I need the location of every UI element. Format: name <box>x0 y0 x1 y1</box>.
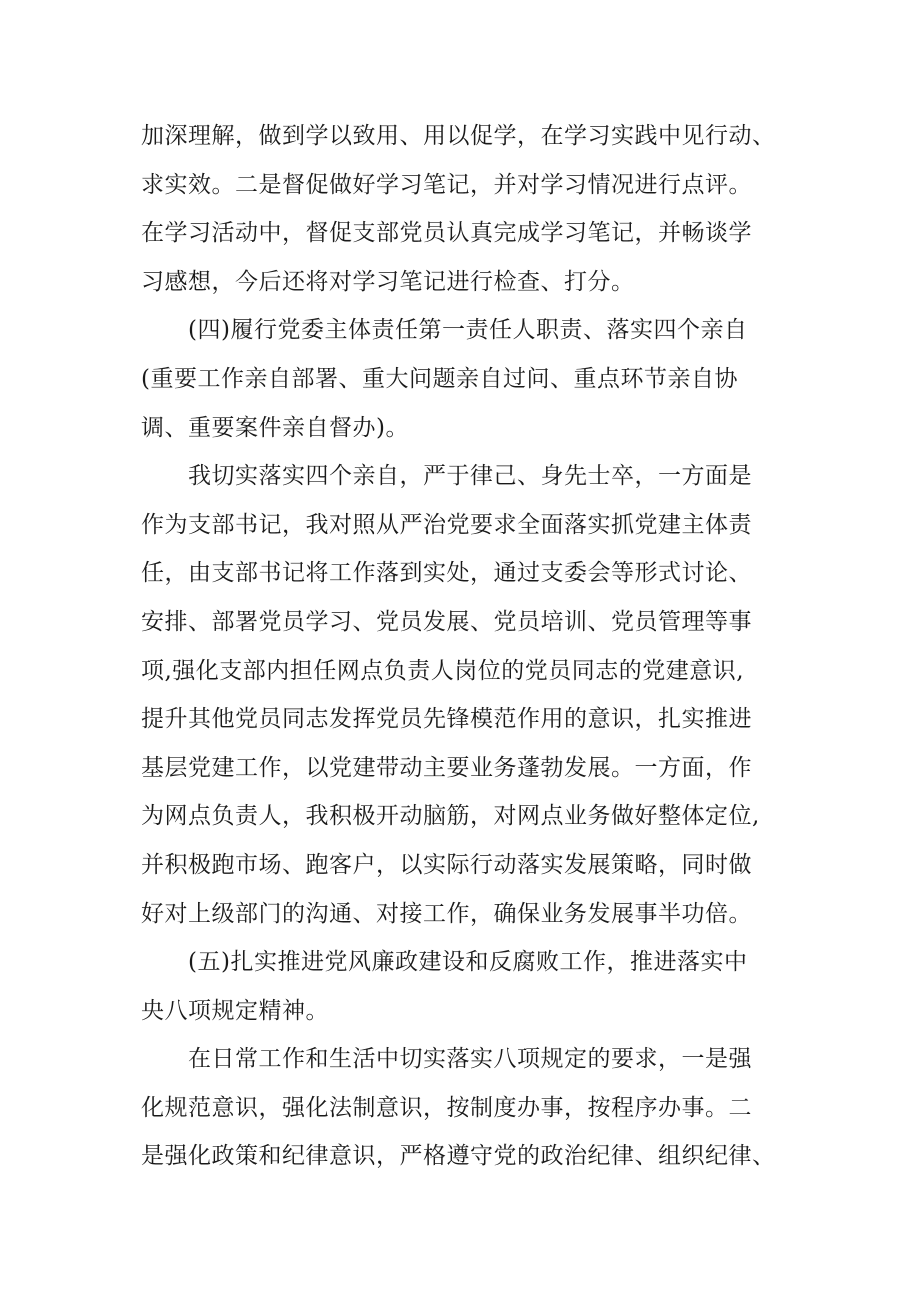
text-line: 安排、部署党员学习、党员发展、党员培训、党员管理等事 <box>141 608 752 635</box>
text-line: 并积极跑市场、跑客户，以实际行动落实发展策略，同时做 <box>141 851 752 878</box>
text-line: 项,强化支部内担任网点负责人岗位的党员同志的党建意识, <box>141 657 745 684</box>
text-line: 在日常工作和生活中切实落实八项规定的要求，一是强 <box>188 1046 752 1073</box>
text-line: 习感想，今后还将对学习笔记进行检查、打分。 <box>141 268 635 295</box>
text-line: (重要工作亲自部署、重大问题亲自过问、重点环节亲自协 <box>141 365 738 392</box>
text-line: 求实效。二是督促做好学习笔记，并对学习情况进行点评。 <box>141 171 752 198</box>
text-line: 为网点负责人，我积极开动脑筋，对网点业务做好整体定位, <box>141 803 760 830</box>
text-line: 央八项规定精神。 <box>141 997 329 1024</box>
text-line: 提升其他党员同志发挥党员先锋模范作用的意识，扎实推进 <box>141 706 752 733</box>
text-line: (五)扎实推进党风廉政建设和反腐败工作，推进落实中 <box>188 949 748 976</box>
text-line: 调、重要案件亲自督办)。 <box>141 414 409 441</box>
document-body <box>141 112 781 1181</box>
text-line: 是强化政策和纪律意识，严格遵守党的政治纪律、组织纪律、 <box>141 1143 776 1170</box>
text-line: 我切实落实四个亲自，严于律己、身先士卒，一方面是 <box>188 463 752 490</box>
text-line: 任，由支部书记将工作落到实处，通过支委会等形式讨论、 <box>141 560 752 587</box>
text-line: 基层党建工作，以党建带动主要业务蓬勃发展。一方面，作 <box>141 754 752 781</box>
text-line: 在学习活动中，督促支部党员认真完成学习笔记，并畅谈学 <box>141 220 752 247</box>
text-line: 加深理解，做到学以致用、用以促学，在学习实践中见行动、 <box>141 123 776 149</box>
text-line: 好对上级部门的沟通、对接工作，确保业务发展事半功倍。 <box>141 900 752 927</box>
text-line: 作为支部书记，我对照从严治党要求全面落实抓党建主体责 <box>141 511 752 538</box>
text-line: 化规范意识，强化法制意识，按制度办事，按程序办事。二 <box>141 1094 752 1121</box>
text-line: (四)履行党委主体责任第一责任人职责、落实四个亲自 <box>188 317 748 344</box>
